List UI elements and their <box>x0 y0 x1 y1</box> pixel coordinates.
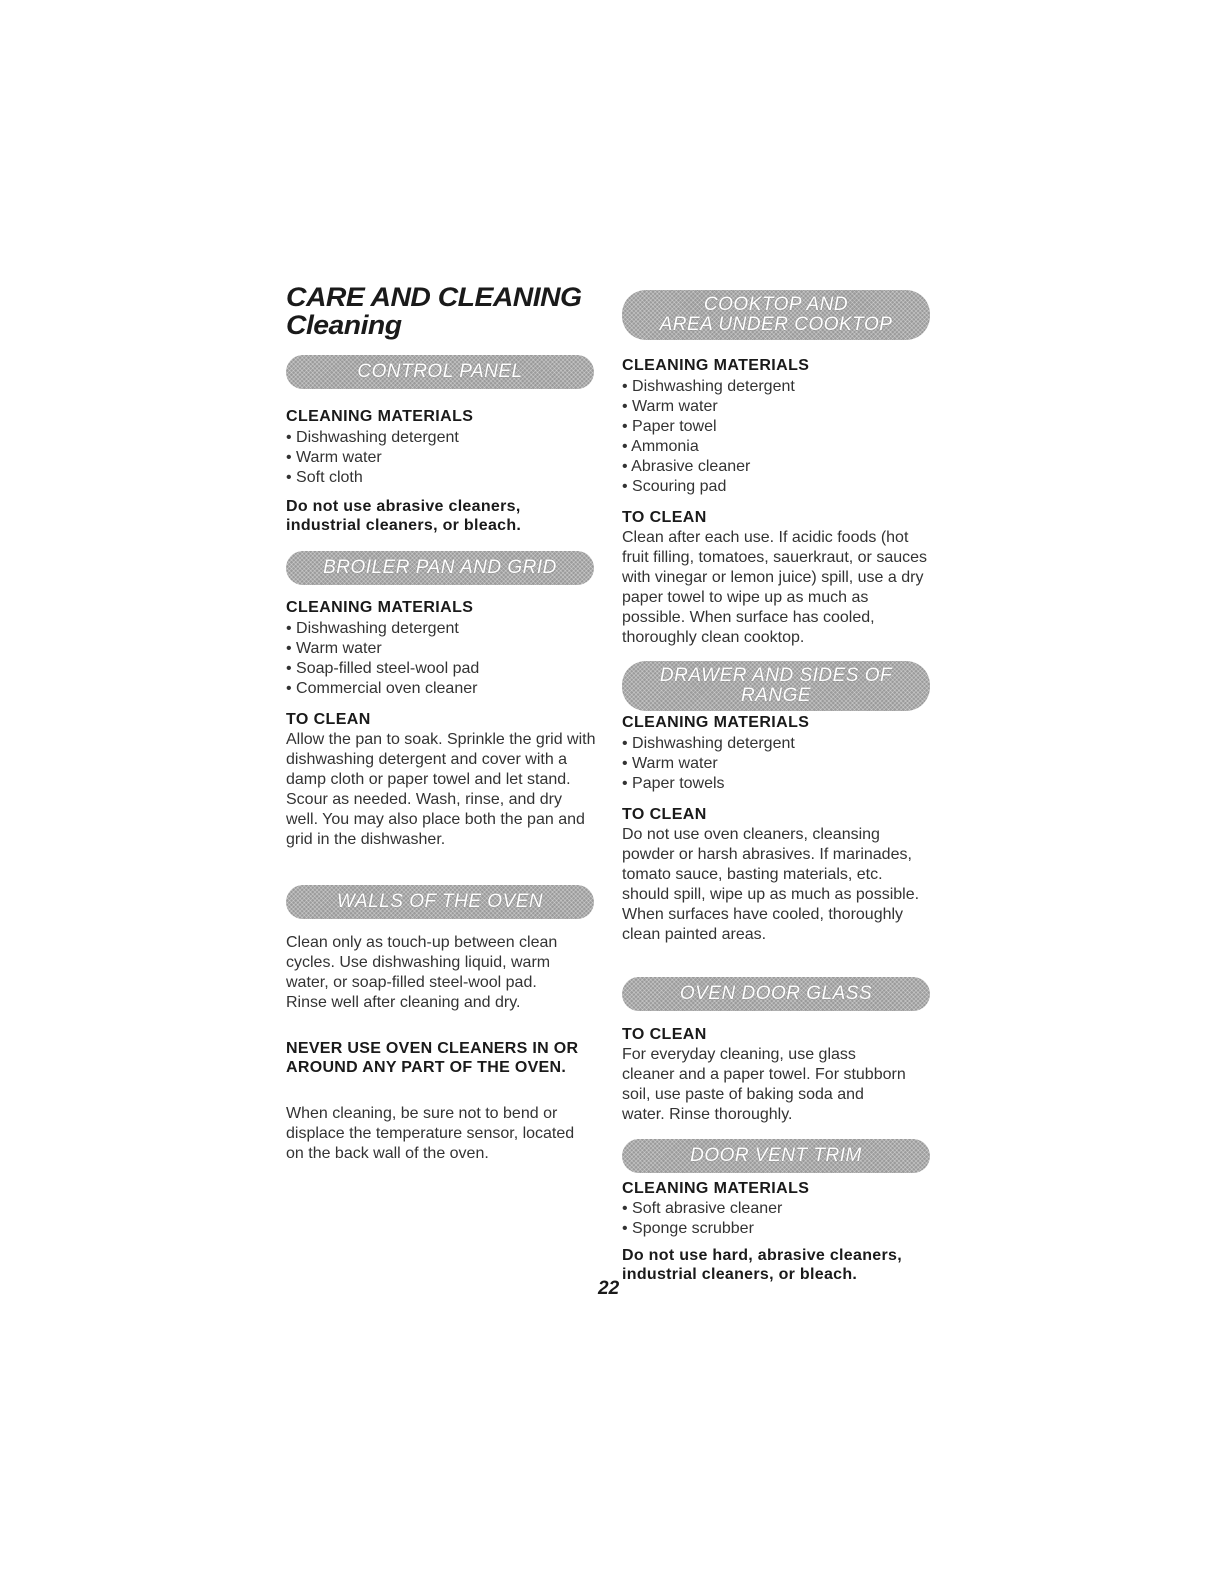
drawer-clean-text: Do not use oven cleaners, cleansing powder or harsh abrasives. If marinades, tomato sauce, basting materials, etc. should spill, wipe up as much as possible. When surfaces have cooled, thoroughly clean painted areas. <box>622 826 920 943</box>
list-item: • Scouring pad <box>622 477 932 497</box>
control-panel-warning: Do not use abrasive cleaners, industrial cleaners, or bleach. <box>286 498 522 534</box>
page-number: 22 <box>598 1278 620 1299</box>
list-item: • Warm water <box>286 448 596 468</box>
broiler-materials-heading: CLEANING MATERIALS <box>286 599 474 616</box>
list-item: • Commercial oven cleaner <box>286 679 596 699</box>
broiler-clean-text: Allow the pan to soak. Sprinkle the grid with dishwashing detergent and cover with a damp cloth or paper towel and let stand. Scour as needed. Wash, rinse, and dry well. You may also place both the pan and grid in the dishwasher. <box>286 731 596 848</box>
cooktop-clean-heading: TO CLEAN <box>622 509 707 526</box>
door-glass-clean-heading: TO CLEAN <box>622 1026 707 1043</box>
list-item: • Dishwashing detergent <box>286 619 596 639</box>
drawer-materials-heading: CLEANING MATERIALS <box>622 714 810 731</box>
control-panel-materials-heading: CLEANING MATERIALS <box>286 408 474 425</box>
list-item: • Warm water <box>286 639 596 659</box>
vent-trim-warning: Do not use hard, abrasive cleaners, industrial cleaners, or bleach. <box>622 1247 902 1283</box>
walls-banner: WALLS OF THE OVEN <box>286 885 594 919</box>
door-glass-banner: OVEN DOOR GLASS <box>622 977 930 1011</box>
page-title <box>286 283 586 339</box>
section-title: CARE AND CLEANING <box>286 282 582 312</box>
list-item: • Soap-filled steel-wool pad <box>286 659 596 679</box>
list-item: • Dishwashing detergent <box>622 377 932 397</box>
vent-trim-materials-list <box>622 1199 932 1239</box>
cooktop-banner-line2: AREA UNDER COOKTOP <box>659 314 893 335</box>
broiler-banner: BROILER PAN AND GRID <box>286 551 594 585</box>
list-item: • Soft abrasive cleaner <box>622 1199 932 1219</box>
walls-text: Clean only as touch-up between clean cycles. Use dishwashing liquid, warm water, or soap-filled steel-wool pad. Rinse well after cleaning and dry. <box>286 934 558 1011</box>
list-item: • Paper towels <box>622 774 932 794</box>
broiler-clean-heading: TO CLEAN <box>286 711 371 728</box>
drawer-clean-heading: TO CLEAN <box>622 806 707 823</box>
cooktop-banner-line1: COOKTOP AND <box>703 294 849 315</box>
cooktop-materials-heading: CLEANING MATERIALS <box>622 357 810 374</box>
walls-warning: NEVER USE OVEN CLEANERS IN OR AROUND ANY PART OF THE OVEN. <box>286 1040 579 1076</box>
control-panel-banner: CONTROL PANEL <box>286 355 594 389</box>
list-item: • Dishwashing detergent <box>286 428 596 448</box>
list-item: • Sponge scrubber <box>622 1219 932 1239</box>
drawer-banner-line2: RANGE <box>740 685 812 706</box>
drawer-banner <box>622 661 930 711</box>
vent-trim-banner: DOOR VENT TRIM <box>622 1139 930 1173</box>
cooktop-banner <box>622 290 930 340</box>
cooktop-materials-list <box>622 377 932 497</box>
drawer-banner-line1: DRAWER AND SIDES OF <box>659 665 893 686</box>
door-glass-clean-text: For everyday cleaning, use glass cleaner and a paper towel. For stubborn soil, use paste of baking soda and water. Rinse thoroughly. <box>622 1046 906 1123</box>
list-item: • Ammonia <box>622 437 932 457</box>
list-item: • Warm water <box>622 754 932 774</box>
broiler-materials-list <box>286 619 596 699</box>
list-item: • Abrasive cleaner <box>622 457 932 477</box>
section-subtitle: Cleaning <box>286 310 402 340</box>
list-item: • Dishwashing detergent <box>622 734 932 754</box>
control-panel-materials-list <box>286 428 596 488</box>
walls-text-2: When cleaning, be sure not to bend or displace the temperature sensor, located on the back wall of the oven. <box>286 1105 575 1162</box>
cooktop-clean-text: Clean after each use. If acidic foods (hot fruit filling, tomatoes, sauerkraut, or sauces with vinegar or lemon juice) spill, use a dry paper towel to wipe up as much as possible. When surface has cooled, thoroughly clean cooktop. <box>622 529 928 646</box>
list-item: • Paper towel <box>622 417 932 437</box>
list-item: • Soft cloth <box>286 468 596 488</box>
list-item: • Warm water <box>622 397 932 417</box>
drawer-materials-list <box>622 734 932 794</box>
vent-trim-materials-heading: CLEANING MATERIALS <box>622 1180 810 1197</box>
